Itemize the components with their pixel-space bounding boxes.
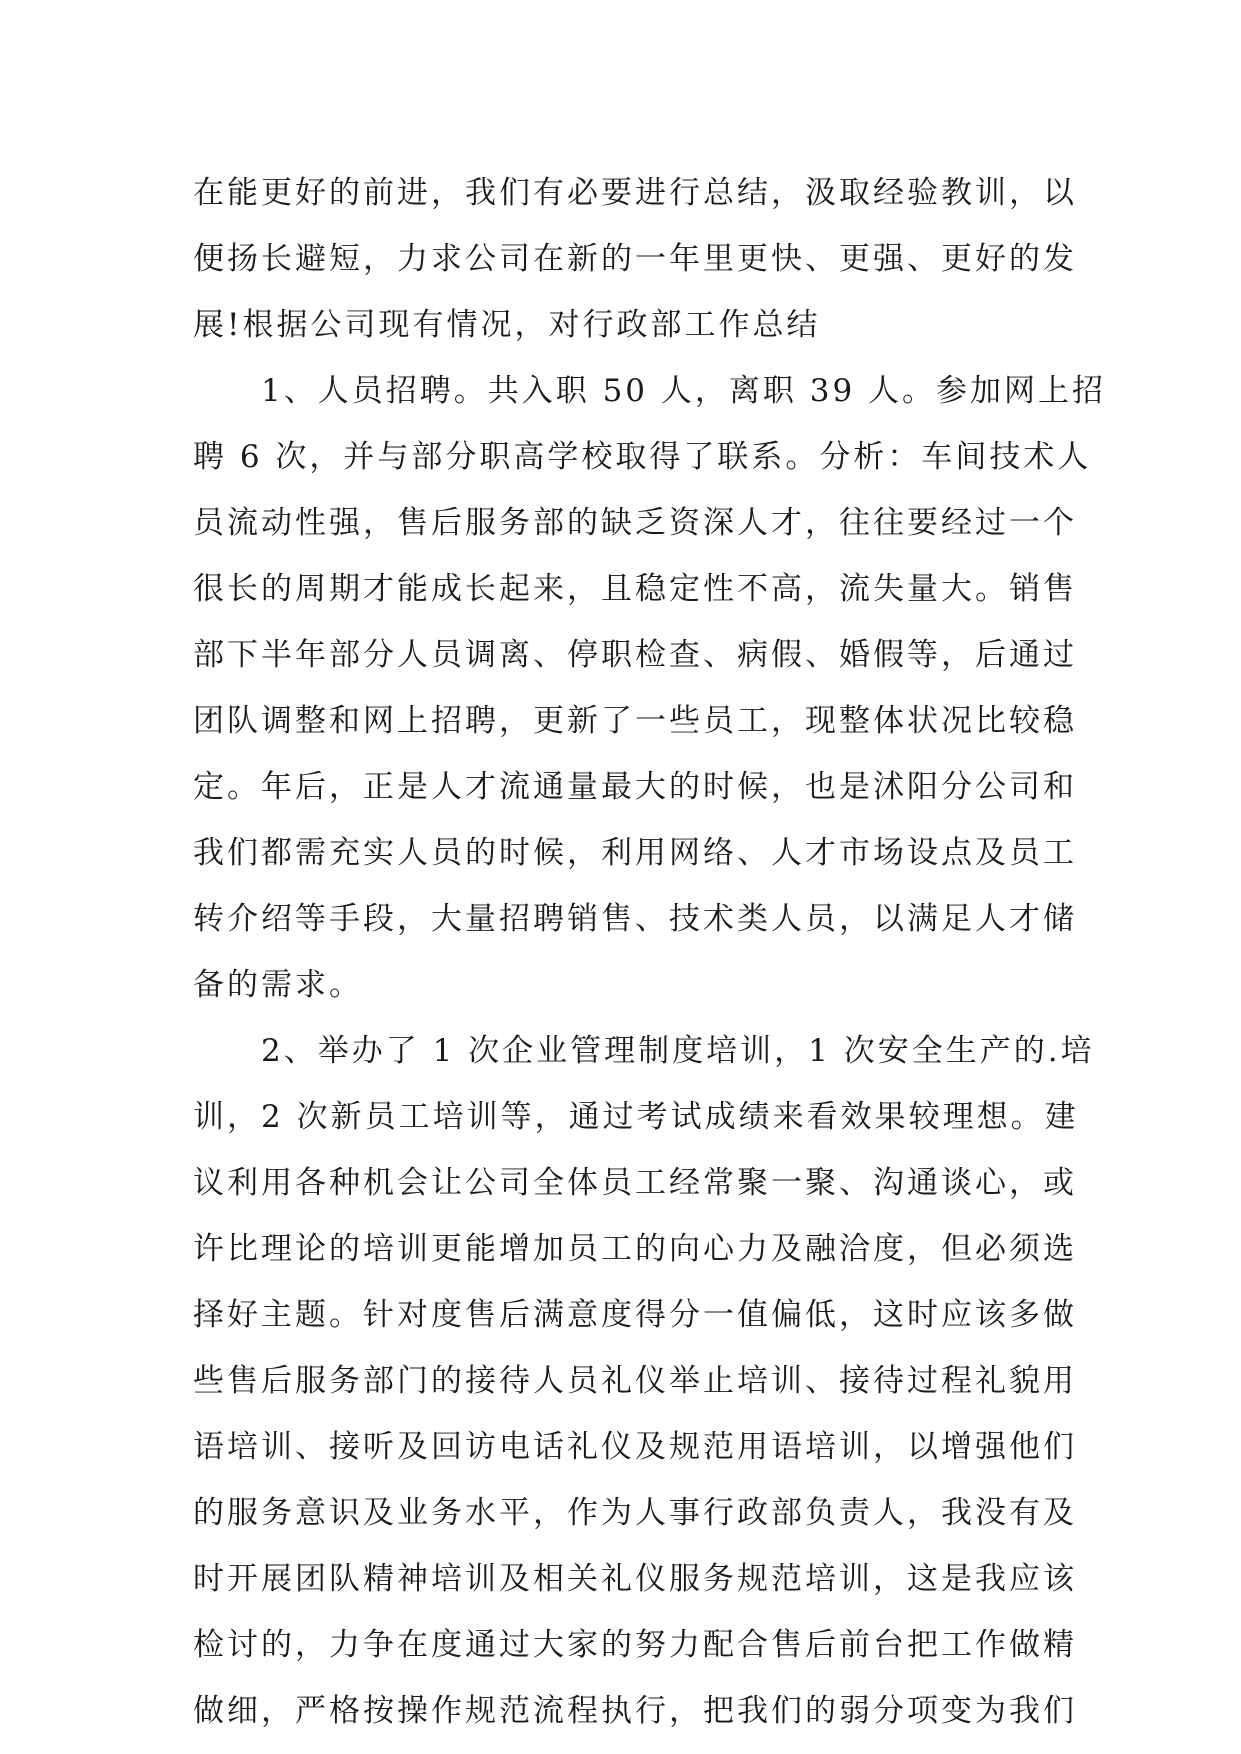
document-body [193,160,1107,1744]
text-line: 时开展团队精神培训及相关礼仪服务规范培训，这是我应该 [193,1561,1077,1597]
text-line: 转介绍等手段，大量招聘销售、技术类人员，以满足人才储 [193,901,1077,937]
text-line: 训，2 次新员工培训等，通过考试成绩来看效果较理想。建 [193,1099,1079,1135]
text-line: 语培训、接听及回访电话礼仪及规范用语培训，以增强他们 [193,1429,1077,1465]
text-line: 便扬长避短，力求公司在新的一年里更快、更强、更好的发 [193,241,1077,277]
text-line: 部下半年部分人员调离、停职检查、病假、婚假等，后通过 [193,637,1077,673]
text-line: 检讨的，力争在度通过大家的努力配合售后前台把工作做精 [193,1627,1077,1663]
text-line: 备的需求。 [193,967,363,1003]
paragraph-start-line: 1、人员招聘。共入职 50 人，离职 39 人。参加网上招 [261,373,1107,409]
text-line: 团队调整和网上招聘，更新了一些员工，现整体状况比较稳 [193,703,1077,739]
text-line: 展!根据公司现有情况，对行政部工作总结 [193,307,821,343]
text-line: 做细，严格按操作规范流程执行，把我们的弱分项变为我们 [193,1693,1077,1729]
text-line: 些售后服务部门的接待人员礼仪举止培训、接待过程礼貌用 [193,1363,1077,1399]
text-line: 议利用各种机会让公司全体员工经常聚一聚、沟通谈心，或 [193,1165,1077,1201]
text-line: 员流动性强，售后服务部的缺乏资深人才，往往要经过一个 [193,505,1077,541]
text-line: 定。年后，正是人才流通量最大的时候，也是沭阳分公司和 [193,769,1077,805]
text-line: 的服务意识及业务水平，作为人事行政部负责人，我没有及 [193,1495,1077,1531]
text-line: 很长的周期才能成长起来，且稳定性不高，流失量大。销售 [193,571,1077,607]
text-line: 聘 6 次，并与部分职高学校取得了联系。分析：车间技术人 [193,439,1092,475]
text-line: 许比理论的培训更能增加员工的向心力及融洽度，但必须选 [193,1231,1077,1267]
text-line: 在能更好的前进，我们有必要进行总结，汲取经验教训，以 [193,175,1077,211]
paragraph-start-line: 2、举办了 1 次企业管理制度培训，1 次安全生产的.培 [261,1033,1095,1069]
text-line: 我们都需充实人员的时候，利用网络、人才市场设点及员工 [193,835,1077,871]
text-line: 择好主题。针对度售后满意度得分一值偏低，这时应该多做 [193,1297,1077,1333]
